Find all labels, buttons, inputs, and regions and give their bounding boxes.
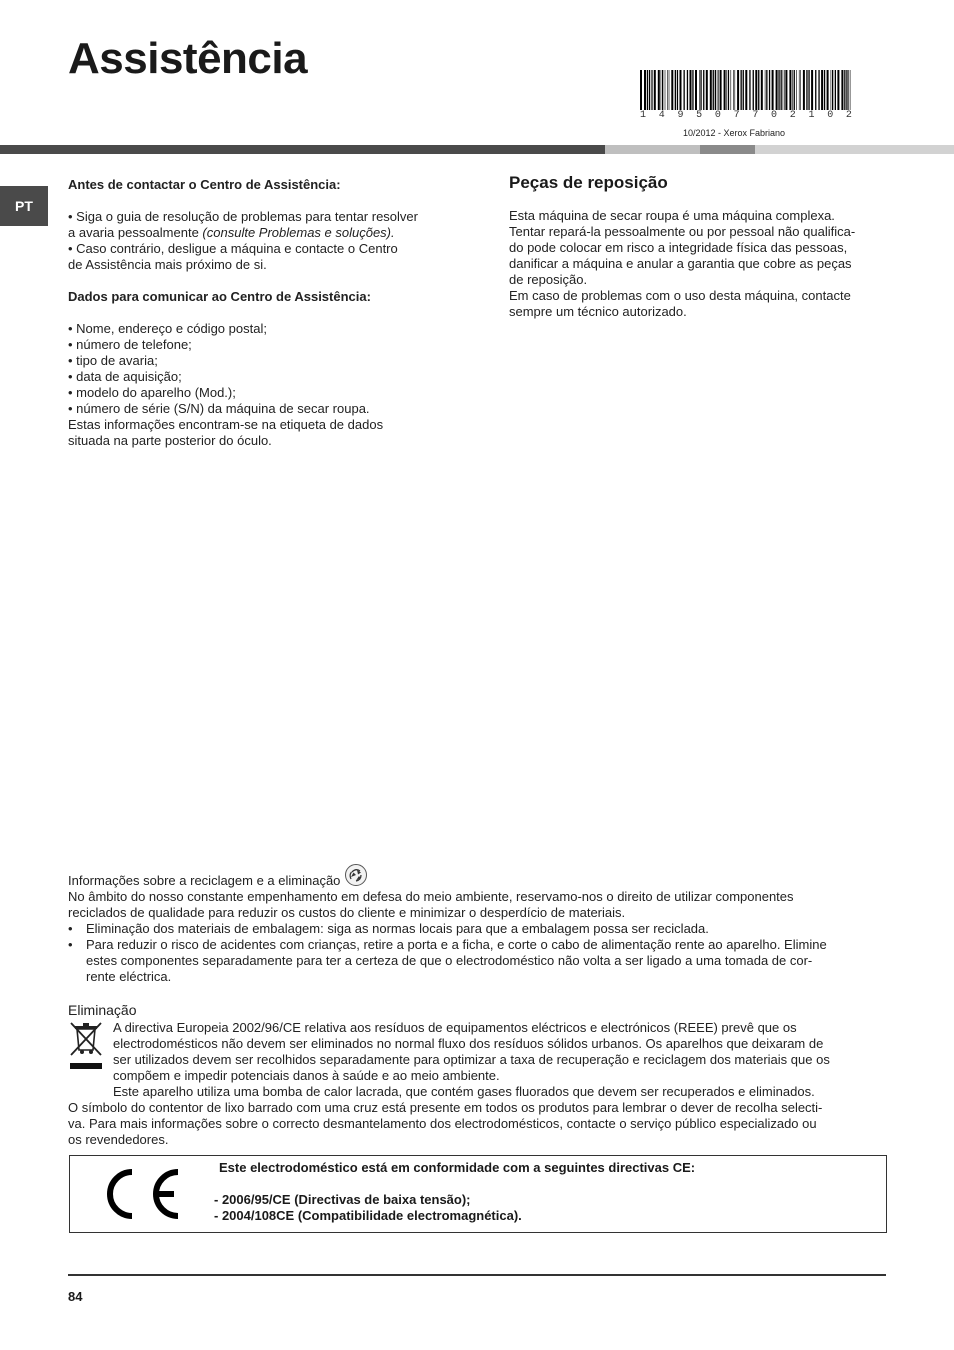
disposal-line: compõem e impedir potenciais danos à saúde e ao meio ambiente. (113, 1068, 500, 1083)
disposal-tail: va. Para mais informações sobre o correcto desmantelamento dos electrodomésticos, contacte o serviço público especializado ou (68, 1116, 817, 1131)
barcode-bar (831, 70, 832, 110)
header-rule-dark (0, 145, 605, 154)
barcode-bar (640, 70, 642, 110)
barcode-bar (761, 70, 763, 110)
barcode-bar (806, 70, 807, 110)
barcode-digit: 0 (714, 110, 721, 121)
barcode-bar (848, 70, 849, 110)
disposal-tail: os revendedores. (68, 1132, 169, 1147)
barcode-bar (669, 70, 670, 110)
list-item: • modelo do aparelho (Mod.); (68, 385, 236, 400)
barcode-bar (684, 70, 685, 110)
disposal-heading: Eliminação (68, 1002, 137, 1018)
ce-directive: - 2004/108CE (Compatibilidade electromagnética). (214, 1208, 522, 1223)
recycling-bullet: • Eliminação dos materiais de embalagem: siga as normas locais para que a embalagem possa ser reciclada. (68, 921, 709, 936)
barcode-bar (799, 70, 800, 110)
spare-parts-line: Esta máquina de secar roupa é uma máquina complexa. (509, 208, 835, 223)
barcode-bar (784, 70, 785, 110)
disposal-tail: O símbolo do contentor de lixo barrado com uma cruz está presente em todos os produtos para lembrar o dever de recolha selecti- (68, 1100, 823, 1115)
barcode-bar (846, 70, 847, 110)
barcode-bar (724, 70, 726, 110)
bullet-guide-cont: a avaria pessoalmente (consulte Problemas e soluções). (68, 225, 395, 240)
spare-parts-column (509, 175, 889, 320)
barcode-bar (781, 70, 782, 110)
barcode-bar (687, 70, 688, 110)
barcode-bar (749, 70, 750, 110)
recycling-intro-cont: reciclados de qualidade para reduzir os custos do cliente e minimizar o desperdício de materiais. (68, 905, 626, 920)
barcode (640, 70, 852, 110)
spare-parts-heading: Peças de reposição (509, 173, 668, 192)
list-item: • número de série (S/N) da máquina de secar roupa. (68, 401, 370, 416)
disposal-line: A directiva Europeia 2002/96/CE relativa aos resíduos de equipamentos eléctricos e electrónicos (REEE) prevê que os (113, 1020, 797, 1035)
barcode-bar (695, 70, 697, 110)
barcode-bar (772, 70, 774, 110)
barcode-bar (835, 70, 836, 110)
assistance-column (68, 177, 458, 449)
crossed-bin-icon (68, 1020, 104, 1074)
barcode-bar (715, 70, 716, 110)
spare-parts-line: Em caso de problemas com o uso desta máquina, contacte (509, 288, 851, 303)
spare-parts-line: do pode colocar em risco a integridade física das pessoas, (509, 240, 848, 255)
barcode-bar (726, 70, 727, 110)
barcode-bar (837, 70, 839, 110)
spare-parts-line: sempre um técnico autorizado. (509, 304, 687, 319)
barcode-bar (769, 70, 770, 110)
barcode-bar (821, 70, 823, 110)
barcode-bar (776, 70, 778, 110)
page-number: 84 (68, 1289, 83, 1304)
list-item: • Nome, endereço e código postal; (68, 321, 267, 336)
spare-parts-line: de reposição. (509, 272, 588, 287)
list-item: • data de aquisição; (68, 369, 182, 384)
header-rule-light (755, 145, 954, 154)
footer-rule (68, 1274, 886, 1276)
barcode-bar (644, 70, 646, 110)
barcode-digit: 0 (827, 110, 834, 121)
list-item: • número de telefone; (68, 337, 192, 352)
ce-heading: Este electrodoméstico está em conformidade com a seguintes directivas CE: (219, 1160, 696, 1175)
barcode-bar (745, 70, 747, 110)
barcode-bar (671, 70, 673, 110)
barcode-bar (667, 70, 668, 110)
disposal-line: Este aparelho utiliza uma bomba de calor lacrada, que contém gases fluorados que devem ser recuperados e eliminados. (113, 1084, 815, 1099)
barcode-bar (850, 70, 851, 110)
barcode-bar (755, 70, 757, 110)
barcode-digit: 5 (696, 110, 703, 121)
disposal-line: ser utilizados devem ser recolhidos separadamente para optimizar a taxa de recuperação e reciclagem dos materiais que os (113, 1052, 830, 1067)
barcode-digit: 1 (640, 110, 647, 121)
barcode-bar (699, 70, 700, 110)
bullet-contact-cont: de Assistência mais próximo de si. (68, 257, 267, 272)
barcode-bar (706, 70, 708, 110)
barcode-bar (654, 70, 656, 110)
barcode-bar (811, 70, 813, 110)
barcode-digit: 4 (658, 110, 665, 121)
header-rule-mid (605, 145, 700, 154)
barcode-bar (832, 70, 833, 110)
barcode-bar (661, 70, 662, 110)
barcode-bar (737, 70, 739, 110)
barcode-bar (778, 70, 779, 110)
barcode-bar (651, 70, 652, 110)
barcode-bar (803, 70, 805, 110)
data-heading: Dados para comunicar ao Centro de Assistência: (68, 289, 371, 304)
barcode-bar (649, 70, 650, 110)
barcode-bar (713, 70, 714, 110)
barcode-bar (677, 70, 678, 110)
barcode-bar (743, 70, 744, 110)
ce-directive: - 2006/95/CE (Directivas de baixa tensão); (214, 1192, 471, 1207)
barcode-bar (800, 70, 801, 110)
language-tab: PT (0, 186, 48, 226)
barcode-digit: 2 (789, 110, 796, 121)
barcode-bar (827, 70, 829, 110)
barcode-digits (640, 110, 852, 121)
before-contact-heading: Antes de contactar o Centro de Assistência: (68, 177, 341, 192)
barcode-bar (766, 70, 767, 110)
barcode-bar (728, 70, 729, 110)
barcode-digit: 0 (771, 110, 778, 121)
ce-conformity-box (69, 1155, 887, 1233)
recycling-heading: Informações sobre a reciclagem e a eliminação (68, 873, 341, 888)
barcode-bar (815, 70, 816, 110)
barcode-digit: 7 (733, 110, 740, 121)
barcode-bar (758, 70, 759, 110)
label-note-cont: situada na parte posterior do óculo. (68, 433, 272, 448)
recycling-bullet: • Para reduzir o risco de acidentes com crianças, retire a porta e a ficha, e corte o cabo de alimentação rente ao aparelho. Elimine estes componentes separadamente para ter a certeza de que o electrodoméstico não volta a ser ligado a uma tomada de cor- rente eléctrica. (68, 937, 827, 984)
disposal-line: electrodomésticos não devem ser eliminados no normal fluxo dos resíduos sólidos urbanos. Os aparelhos que deixaram de (113, 1036, 824, 1051)
page-title: Assistência (68, 34, 308, 83)
barcode-bar (718, 70, 719, 110)
barcode-bar (652, 70, 653, 110)
barcode-digit: 9 (677, 110, 684, 121)
barcode-bar (647, 70, 648, 110)
recycling-section (68, 863, 886, 985)
barcode-bar (818, 70, 819, 110)
label-note: Estas informações encontram-se na etiqueta de dados (68, 417, 384, 432)
spare-parts-line: Tentar repará-la pessoalmente ou por pessoal não qualifica- (509, 224, 856, 239)
recycle-icon (344, 863, 368, 887)
barcode-bar (741, 70, 742, 110)
barcode-bar (841, 70, 843, 110)
header-rule-mid2 (700, 145, 755, 154)
barcode-digit: 7 (752, 110, 759, 121)
barcode-bar (733, 70, 734, 110)
bullet-contact: • Caso contrário, desligue a máquina e contacte o Centro (68, 241, 398, 256)
barcode-bar (675, 70, 676, 110)
barcode-bar (710, 70, 712, 110)
recycling-intro: No âmbito do nosso constante empenhamento em defesa do meio ambiente, reservamo-nos o direito de utilizar componentes (68, 889, 794, 904)
barcode-bar (789, 70, 791, 110)
barcode-bar (690, 70, 692, 110)
barcode-bar (824, 70, 825, 110)
barcode-bar (735, 70, 736, 110)
barcode-bar (717, 70, 718, 110)
barcode-bar (792, 70, 793, 110)
barcode-bar (703, 70, 704, 110)
list-item: • tipo de avaria; (68, 353, 158, 368)
barcode-bar (680, 70, 682, 110)
barcode-bar (783, 70, 784, 110)
barcode-digit: 1 (808, 110, 815, 121)
recycling-heading-row (68, 863, 886, 889)
barcode-bar (844, 70, 845, 110)
barcode-bar (658, 70, 660, 110)
barcode-bar (765, 70, 766, 110)
barcode-bar (692, 70, 693, 110)
barcode-bar (808, 70, 809, 110)
barcode-bar (731, 70, 732, 110)
barcode-bar (753, 70, 754, 110)
barcode-bar (662, 70, 663, 110)
barcode-bar (796, 70, 797, 110)
spare-parts-line: danificar a máquina e anular a garantia que cobre as peças (509, 256, 852, 271)
barcode-bar (785, 70, 787, 110)
print-info: 10/2012 - Xerox Fabriano (683, 128, 786, 138)
barcode-bar (720, 70, 722, 110)
ce-mark-icon (102, 1166, 182, 1222)
barcode-bar (794, 70, 795, 110)
barcode-bar (700, 70, 701, 110)
disposal-section (68, 1002, 886, 1148)
bullet-guide: • Siga o guia de resolução de problemas para tentar resolver (68, 209, 418, 224)
guide-reference: (consulte Problemas e soluções). (202, 225, 395, 240)
barcode-bar (665, 70, 666, 110)
barcode-digit: 2 (845, 110, 852, 121)
